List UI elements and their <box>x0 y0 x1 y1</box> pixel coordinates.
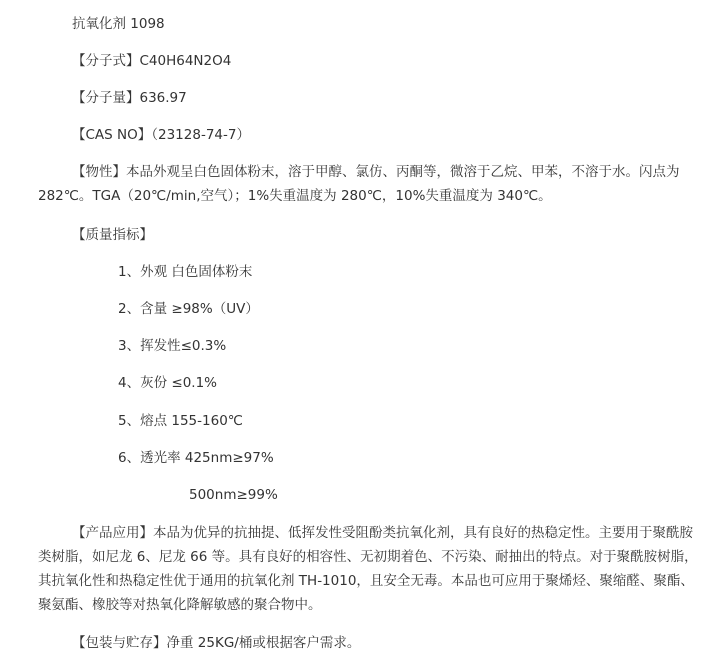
quality-item: 2、含量 ≥98%（UV） <box>118 301 259 317</box>
quality-item-extra: 500nm≥99% <box>189 487 278 503</box>
product-application: 【产品应用】本品为优异的抗抽提、低挥发性受阻酚类抗氧化剂，具有良好的热稳定性。主要用于聚酰胺类树脂，如尼龙 6、尼龙 66 等。具有良好的相容性、无初期着色、不污染、耐抽出的特点。对于聚酰胺树脂，其抗氧化性和热稳定性优于通用的抗氧化剂 TH-1010，且安全无毒。本品也可应用于聚烯烃、聚缩醛、聚酯、聚氨酯、橡胶等对热氧化降解敏感的聚合物中。 <box>38 525 698 613</box>
quality-item: 5、熔点 155-160℃ <box>118 413 243 429</box>
product-title: 抗氧化剂 1098 <box>72 16 165 32</box>
quality-item: 3、挥发性≤0.3% <box>118 338 227 354</box>
quality-item: 1、外观 白色固体粉末 <box>118 264 253 280</box>
molecular-formula: 【分子式】C40H64N2O4 <box>72 53 232 69</box>
physical-properties: 【物性】本品外观呈白色固体粉末，溶于甲醇、氯仿、丙酮等，微溶于乙烷、甲苯，不溶于水。闪点为 282℃。TGA（20℃/min,空气）；1%失重温度为 280℃，10%失重温度为 340℃。 <box>38 164 680 204</box>
quality-heading: 【质量指标】 <box>72 227 153 243</box>
packaging-storage: 【包装与贮存】净重 25KG/桶或根据客户需求。 <box>72 635 361 651</box>
molecular-weight: 【分子量】636.97 <box>72 90 187 106</box>
quality-item: 6、透光率 425nm≥97% <box>118 450 274 466</box>
cas-number: 【CAS NO】（23128-74-7） <box>72 127 250 143</box>
quality-item: 4、灰份 ≤0.1% <box>118 375 217 391</box>
